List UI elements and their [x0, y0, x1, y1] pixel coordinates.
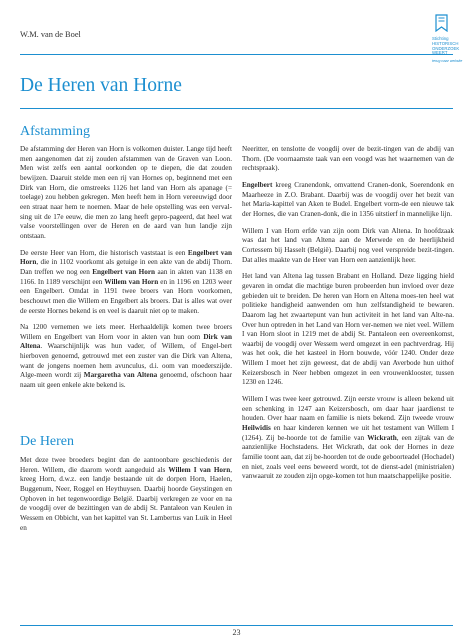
text-run: Het land van Altena lag tussen Brabant en Holland. Deze ligging hield gevaren in omdat die machtige buren probeerden hun invloed over deze gebieden uit te breiden. De heren van Horn en Altena moes-ten heel wat politieke handigheid aanwenden om hun zelfstandigheid te bewaren. Daarom lag het zwaartepunt van hun activiteit in het land van Alte-na. Over hun optreden in het Land van Horn ver-nemen we niet veel. Willem I van Horn sloot in 1219 met de abdij St. Pantaleon een overeenkomst, waarbij de voogdij over Wessem werd omgezet in een pachtverdrag. Hij was het ook, die het kasteel in Horn bouwde, vóór 1240. Onder deze Willem I moet het zijn geweest, dat de abdij van Averbode hun uithof Keizersbosch in Neer hebben omgezet in een vrouwenklooster, tussen 1230 en 1246. — [242, 272, 454, 387]
paragraph: De afstamming der Heren van Horn is volkomen duister. Lange tijd heeft men aangenomen dat zij zouden afstammen van de Graven van Loon. Men wist zelfs een aantal oorkonden op te diepen, die dat zouden bewijzen. Daaruit stelde men een rij van Hornes op, beginnend met een Dirk van Horn, die omstreeks 1126 het land van Horn als apanage (= toelage) zou hebben gekregen. Men heeft hem in Horn vereeuwigd door een straat naar hem te noemen. Maar de hele opstelling was een verval-sing uit de 17e eeuw, die men zo lang heeft gepro-pageerd, dat heel wat valse voorstellingen over de Heren en de aard van hun landje zijn ontstaan. — [20, 145, 232, 240]
paragraph — [242, 395, 454, 482]
text-run: en haar kinderen kennen we uit het testament van Willem I (1264). Zij be-hoorde tot de familie van — [242, 424, 454, 442]
text-run: aan in akten van 1138 en 1166. In 1189 verschijnt een — [20, 267, 232, 286]
logo-text: Stichting HISTORISCH ONDERZOEK WEERT — [432, 36, 460, 56]
section-heading-de-heren: De Heren — [20, 434, 75, 449]
text-run: , die in 1102 voorkomt als getuige in een akte van de abdij Thorn. Dan treffen we nog een — [20, 258, 232, 276]
bold-name: Wickrath — [367, 433, 397, 442]
logo-mark-icon — [435, 14, 448, 32]
section-heading-afstamming: Afstamming — [20, 124, 90, 139]
text-run: Na 1200 vernemen we iets meer. Herhaaldelijk komen twee broers Willem en Engelbert van Horn voor in akten van hun oom — [20, 323, 232, 341]
bold-name: Engelbert — [242, 180, 273, 189]
paragraph — [242, 181, 454, 220]
footer-rule — [20, 625, 453, 626]
text-run: , kreeg Horn, d.w.z. een landje bestaande uit de dorpen Horn, Haelen, Buggenum, Neer, Roggel en Heythuysen. Daarbij hoorde Geystingen en Ophoven in het tegenwoordige België. Daarbij verkregen ze voor en na de voogdij over de bezittingen van de abdij St. Pantaleon van Keulen in Wessem en Obbicht, van het kapittel van St. Lambertus van Luik in Heel en — [20, 465, 232, 532]
text-run: kreeg Cranendonk, omvattend Cranen-donk, Soerendonk en Maarheeze in Z.O. Brabant. Daarbij was de voogdij over het bezit van het Maria-kapittel van Aken te Budel. Engelbert vorm-de een nieuwe tak der Hornes, die van Cranen-donk, die in 1356 uitstierf in mannelijke lijn. — [242, 180, 454, 218]
paragraph — [242, 227, 454, 266]
paragraph — [20, 249, 232, 317]
bold-name: Willem van Horn — [104, 277, 159, 286]
text-run: . Waarschijnlijk was hun vader, of Willem, of Engel-bert hierboven genoemd, getrouwd met een zuster van die Dirk van Altena, want de jongens noemen hem avunculus, d.i. oom van moederszijde. Alge-meen wordt zij — [20, 342, 232, 380]
running-header-author: W.M. van de Boel — [20, 30, 81, 39]
text-run: , een zijtak van de aanzienlijke Hochstadens. Het Wickrath, dat ook der Hornes in deze familie toont aan, dat zij be-hoorden tot de oude geboorteadel (Hochadel) en niet, zoals veel eens beweerd wordt, tot de dienst-adel (ministrialen) vanwaaruit ze zouden zijn opge-komen tot hun maatschappelijke positie. — [242, 433, 454, 481]
text-run: Willem I was twee keer getrouwd. Zijn eerste vrouw is alleen bekend uit een schenking in 1247 aan Keizersbosch, om daar haar jaardienst te houden. Over haar naam en familie is niets bekend. Zijn tweede vrouw — [242, 395, 454, 423]
back-to-website-link[interactable]: terug naar website — [432, 59, 463, 64]
paragraph — [242, 145, 454, 174]
bold-name: Heilwidis — [242, 424, 271, 433]
column-left-top — [20, 145, 232, 398]
column-right — [242, 145, 454, 489]
text-run: genoemd, ofschoon haar naam uit geen enkele akte bekend is. — [20, 371, 232, 390]
text-run: Neeritter, en tenslotte de voogdij over de bezit-tingen van de abdij van Thorn. (De voornaamste taak van een voogd was het waarnemen van de rechtspraak). — [242, 145, 454, 173]
paragraph — [20, 323, 232, 391]
bold-name: Margaretha van Altena — [83, 371, 158, 380]
bold-name: Engelbert van Horn — [92, 267, 156, 276]
bold-name: Dirk van Altena — [20, 332, 232, 351]
text-run: en in 1196 en 1203 weer een Engelbert. Omdat in 1191 twee broers van Horn voorkomen, beschouwt men die Willem en Engelbert als broers. Dat is alles wat over de eerste Hornes bekend is en veel is daaruit niet op te maken. — [20, 277, 232, 315]
paragraph — [20, 456, 232, 533]
column-left-bottom — [20, 456, 232, 540]
publisher-logo[interactable] — [432, 14, 468, 63]
bold-name: Engelbert van Horn — [20, 248, 232, 267]
header-rule — [20, 54, 453, 55]
title-rule — [20, 108, 453, 109]
page-number: 23 — [232, 628, 241, 637]
article-title: De Heren van Horne — [20, 75, 182, 96]
text-run: Willem I van Horn erfde van zijn oom Dirk van Altena. In hoofdzaak was dat het land van Altena aan de Merwede en de heerlijkheid Cortessem bij Hasselt (België). Daarbij nog veel verspreide bezit-tingen. Dat alles maakte van de Heer van Horn een aanzienlijk heer. — [242, 226, 454, 264]
text-run: Met deze twee broeders begint dan de aantoonbare geschiedenis der Heren. Willem, die daarom wordt aangeduid als — [20, 456, 232, 474]
bold-name: Willem I van Horn — [168, 465, 231, 474]
paragraph — [242, 272, 454, 388]
text-run: De eerste Heer van Horn, die historisch vaststaat is een — [20, 248, 188, 257]
